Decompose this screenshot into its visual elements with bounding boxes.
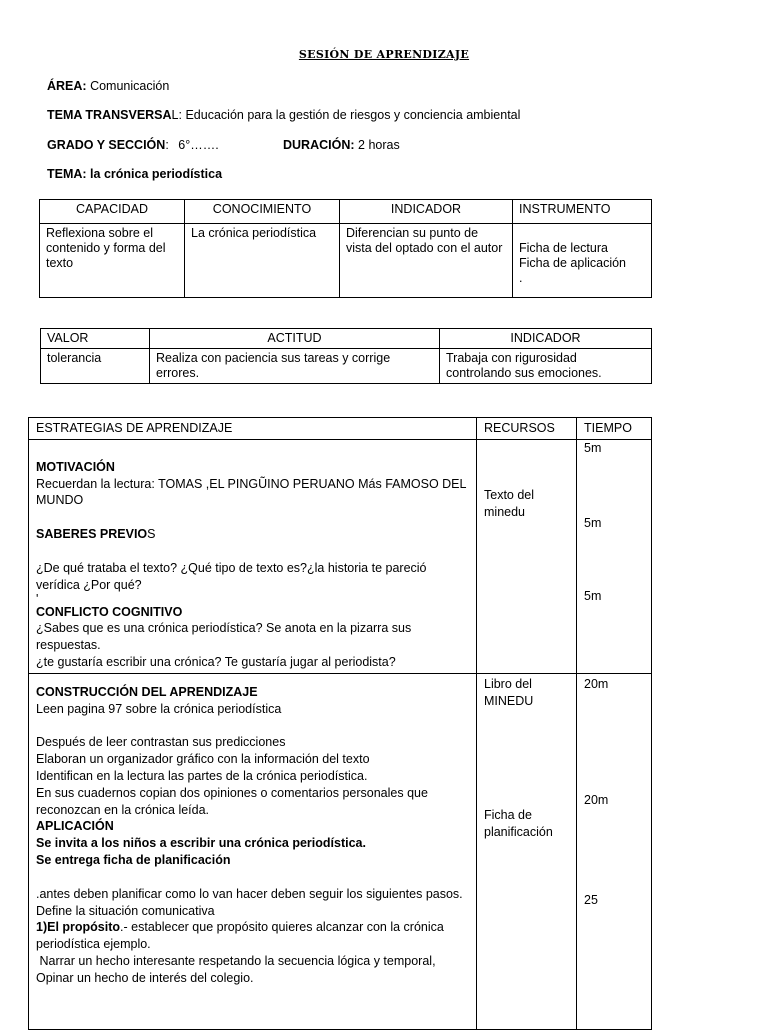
aplicacion-bold-1: Se invita a los niños a escribir una crónica periodística. [36,836,366,851]
motivacion-title: MOTIVACIÓN [36,459,115,474]
tiempo-6: 25 [584,893,598,908]
cell-estrategias-desarrollo [29,673,477,1029]
duracion-label: DURACIÓN: [283,138,355,152]
tiempo-5: 20m [584,792,609,807]
construccion-title: CONSTRUCCIÓN DEL APRENDIZAJE [36,684,258,699]
tema-line [47,167,222,181]
tema-transversal-label-tail: L: [171,108,182,122]
header-instrumento: INSTRUMENTO [513,200,652,224]
header-actitud: ACTITUD [150,329,440,349]
duracion-value: 2 horas [358,138,400,152]
grado-line [47,138,219,152]
cell-indicador-valor: Trabaja con rigurosidad controlando sus emociones. [440,349,652,384]
desarrollo-line-5: .antes deben planificar como lo van hacer deben seguir los siguientes pasos. [36,886,463,901]
tema-transversal-value: Educación para la gestión de riesgos y conciencia ambiental [185,108,521,122]
desarrollo-line-2: Elaboran un organizador gráfico con la información del texto [36,752,370,767]
desarrollo-line-6: Define la situación comunicativa [36,903,215,918]
instrumento-item-3: . [519,271,523,285]
cell-actitud: Realiza con paciencia sus tareas y corrige errores. [150,349,440,384]
proposito-label: 1)El propósito [36,920,121,935]
tiempo-3: 5m [584,589,602,604]
cell-capacidad: Reflexiona sobre el contenido y forma del texto [40,224,185,298]
cell-instrumento [513,224,652,298]
conflicto-text-1: ¿Sabes que es una crónica periodística? Se anota en la pizarra sus respuestas. [36,621,412,653]
desarrollo-line-1: Después de leer contrastan sus predicciones [36,735,286,750]
header-recursos: RECURSOS [477,418,577,440]
desarrollo-line-7: Narrar un hecho interesante respetando la secuencia lógica y temporal, [36,953,436,968]
stray-mark: ' [36,591,39,606]
saberes-title-tail: S [147,527,156,542]
aplicacion-bold-2: Se entrega ficha de planificación [36,852,231,867]
tiempo-4: 20m [584,676,609,691]
recurso-texto-minedu: Texto del minedu [484,487,535,519]
area-label: ÁREA: [47,79,87,93]
grado-colon: : [165,138,169,152]
valor-table [40,328,652,384]
cell-tiempo-desarrollo [577,673,652,1029]
recurso-libro-minedu: Libro del MINEDU [484,676,534,708]
tema-label: TEMA: la crónica periodística [47,167,223,181]
cell-conocimiento: La crónica periodística [185,224,340,298]
header-indicador: INDICADOR [340,200,513,224]
header-valor: VALOR [41,329,150,349]
header-tiempo: TIEMPO [577,418,652,440]
grado-label: GRADO Y SECCIÓN [47,138,166,152]
cell-estrategias-inicio [29,439,477,673]
tema-transversal-label: TEMA TRANSVERSA [47,108,172,122]
area-value: Comunicación [90,79,170,93]
cell-recursos-desarrollo [477,673,577,1029]
proposito-text: .- establecer que propósito quieres alcanzar con la crónica periodística ejemplo. [36,920,444,952]
tiempo-2: 5m [584,515,602,530]
estrategias-table [28,417,652,1030]
conflicto-text-2: ¿te gustaría escribir una crónica? Te gustaría jugar al periodista? [36,654,396,669]
header-indicador-valor: INDICADOR [440,329,652,349]
area-line [47,79,169,93]
desarrollo-line-3: Identifican en la lectura las partes de la crónica periodística. [36,768,368,783]
duracion-line [283,138,400,152]
instrumento-item-2: Ficha de aplicación [519,256,627,270]
conflicto-title: CONFLICTO COGNITIVO [36,604,183,619]
cell-recursos-inicio [477,439,577,673]
cell-indicador: Diferencian su punto de vista del optado con el autor [340,224,513,298]
aplicacion-title: APLICACIÓN [36,819,114,834]
capacidad-table [39,199,652,298]
header-estrategias: ESTRATEGIAS DE APRENDIZAJE [29,418,477,440]
header-capacidad: CAPACIDAD [40,200,185,224]
saberes-title: SABERES PREVIO [36,527,148,542]
desarrollo-line-8: Opinar un hecho de interés del colegio. [36,970,254,985]
header-conocimiento: CONOCIMIENTO [185,200,340,224]
instrumento-item-1: Ficha de lectura [519,241,608,255]
motivacion-text: Recuerdan la lectura: TOMAS ,EL PINGŨINO PERUANO Más FAMOSO DEL MUNDO [36,476,466,508]
tema-transversal-line [47,108,520,122]
recurso-ficha-planificacion: Ficha de planificación [484,808,553,840]
cell-tiempo-inicio [577,439,652,673]
grado-value: 6°……. [178,138,219,152]
desarrollo-line-4: En sus cuadernos copian dos opiniones o comentarios personales que reconozcan en la crónica leída. [36,785,428,817]
document-title: SESIÓN DE APRENDIZAJE [298,48,470,61]
construccion-text: Leen pagina 97 sobre la crónica periodística [36,701,282,716]
tiempo-1: 5m [584,440,602,455]
cell-valor: tolerancia [41,349,150,384]
saberes-text: ¿De qué trataba el texto? ¿Qué tipo de texto es?¿la historia te pareció verídica ¿Por qué? [36,560,427,592]
